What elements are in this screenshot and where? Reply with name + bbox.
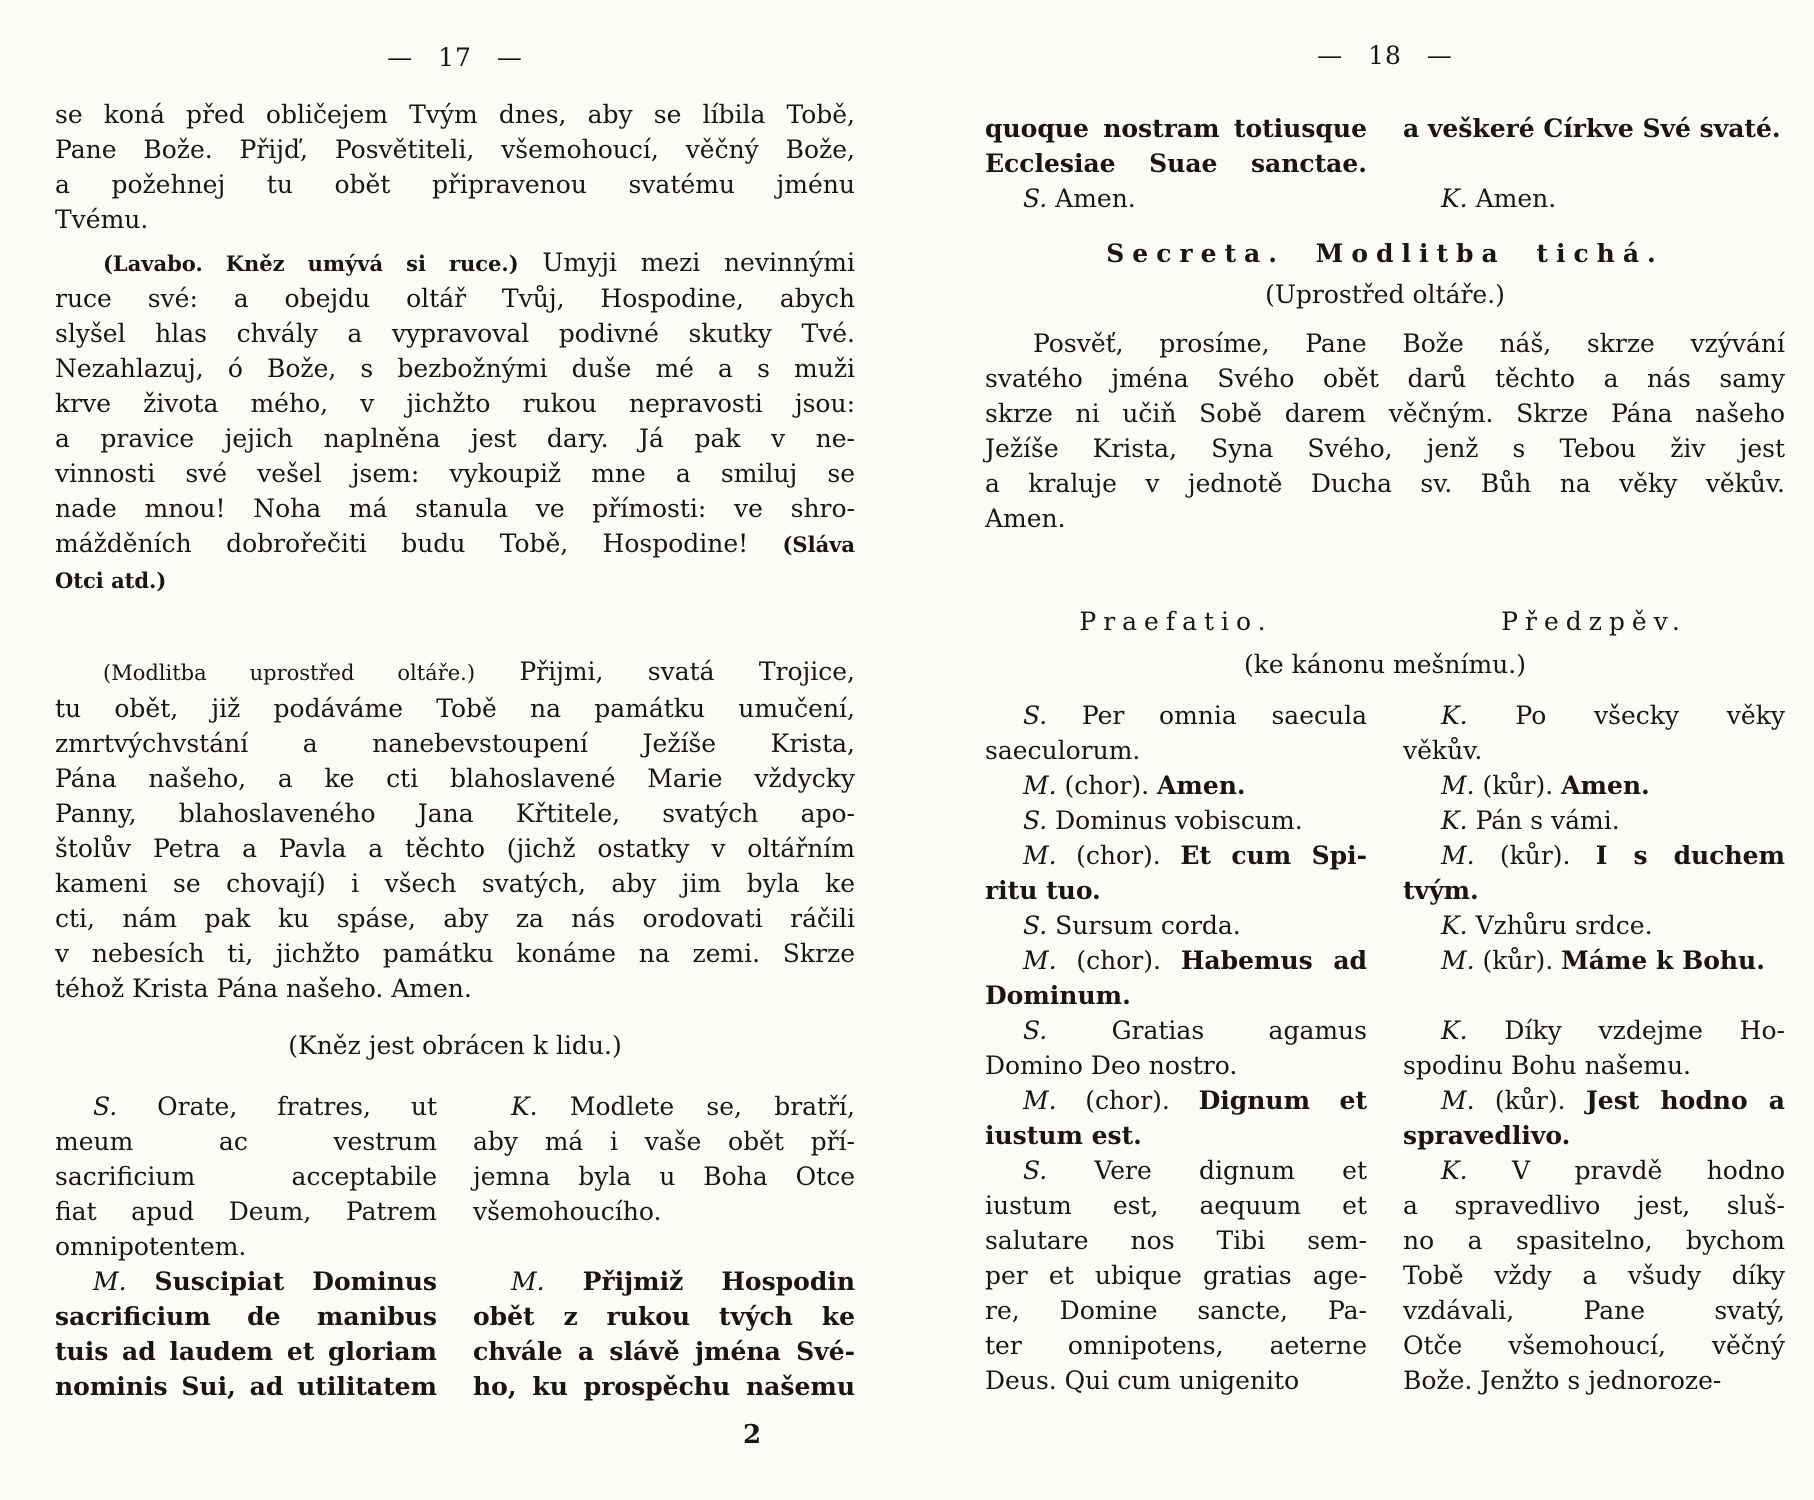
text-segment: Deus. Qui cum unigenito	[985, 1366, 1300, 1395]
text-segment: omnipotentem.	[55, 1232, 247, 1261]
text-segment: I s duchem	[1595, 841, 1785, 870]
text-line	[473, 1369, 855, 1404]
text-segment: Vzhůru srdce.	[1467, 911, 1653, 940]
text-line	[1403, 1363, 1785, 1398]
text-line	[55, 761, 855, 796]
text-segment: iustum est, aequum et	[985, 1191, 1367, 1220]
text-line	[55, 1229, 437, 1264]
text-line	[985, 1223, 1367, 1258]
text-segment: (Kněz jest obrácen k lidu.)	[288, 1031, 622, 1060]
text-segment: spravedlivo.	[1403, 1121, 1571, 1150]
text-segment: Dominus vobiscum.	[1047, 806, 1303, 835]
text-segment: (chor).	[1056, 1086, 1199, 1115]
text-line	[55, 936, 855, 971]
text-segment: Po všecky věky	[1467, 701, 1785, 730]
text-segment: Orate, fratres, ut	[117, 1092, 437, 1121]
text-line	[985, 396, 1785, 431]
dialog-column-czech	[1403, 698, 1785, 1398]
text-segment: zmrtvýchvstání a nanebevstoupení Ježíše Krista,	[55, 729, 855, 758]
text-segment: Otče všemohoucí, věčný	[1403, 1331, 1785, 1360]
text-line	[55, 654, 855, 691]
text-line	[1403, 1293, 1785, 1328]
text-segment: štolův Petra a Pavla a těchto (jichž ostatky v oltářním	[55, 834, 855, 863]
text-line	[55, 167, 855, 202]
text-segment: K.	[1441, 184, 1468, 213]
text-segment: Amen.	[1467, 184, 1557, 213]
text-segment: Jest hodno a	[1585, 1086, 1785, 1115]
text-segment: fiat apud Deum, Patrem	[55, 1197, 437, 1226]
text-line	[1403, 111, 1785, 146]
text-line	[1403, 1118, 1785, 1153]
paragraph-secreta	[985, 326, 1785, 536]
text-line	[1403, 146, 1785, 181]
text-line	[985, 1048, 1367, 1083]
text-line	[1403, 978, 1785, 1013]
page-number-18: — 18 —	[1317, 41, 1453, 70]
text-line	[1403, 1083, 1785, 1118]
signature-mark: 2	[743, 1420, 762, 1450]
text-segment: M.	[1023, 1086, 1057, 1115]
uprostred-oltare-heading: (Uprostřed oltáře.)	[1265, 280, 1505, 309]
text-segment: sacrificium acceptabile	[55, 1162, 437, 1191]
text-segment: (kůr).	[1474, 771, 1562, 800]
text-segment: salutare nos Tibi sem-	[985, 1226, 1367, 1255]
text-segment: S.	[1023, 701, 1048, 730]
text-line	[55, 1334, 437, 1369]
text-segment: Pán s vámi.	[1467, 806, 1620, 835]
text-segment: per et ubique gratias age-	[985, 1261, 1367, 1290]
paragraph-lavabo	[55, 245, 855, 598]
text-line	[55, 691, 855, 726]
text-line	[55, 562, 855, 598]
text-line	[473, 1229, 855, 1264]
text-segment: ritu tuo.	[985, 876, 1101, 905]
text-line	[55, 202, 855, 237]
text-line	[473, 1264, 855, 1299]
text-segment: ter omnipotens, aeterne	[985, 1331, 1367, 1360]
text-segment: Nezahlazuj, ó Bože, s bezbožnými duše mé a s muži	[55, 354, 855, 383]
predzpev-heading: Předzpěv.	[1501, 607, 1687, 636]
text-line	[1403, 943, 1785, 978]
text-segment: Ecclesiae Suae sanctae.	[985, 149, 1367, 178]
praefatio-predzpev-row	[985, 604, 1785, 639]
text-line	[473, 1194, 855, 1229]
text-segment: M.	[1441, 841, 1475, 870]
text-segment: Pane Bože. Přijď, Posvětiteli, všemohoucí, věčný Bože,	[55, 135, 855, 164]
text-segment: spodinu Bohu našemu.	[1403, 1051, 1691, 1080]
text-line	[985, 181, 1367, 216]
text-line	[985, 431, 1785, 466]
text-segment: jemna byla u Boha Otce	[473, 1162, 855, 1191]
text-segment: Gratias agamus	[1047, 1016, 1367, 1045]
text-segment: S.	[1023, 184, 1048, 213]
text-line	[985, 698, 1367, 733]
secreta-heading: Secreta. Modlitba tichá.	[1106, 239, 1664, 268]
text-segment: Dominum.	[985, 981, 1131, 1010]
text-line	[55, 491, 855, 526]
text-line	[985, 943, 1367, 978]
text-segment: aby má i vaše obět pří-	[473, 1127, 855, 1156]
text-line	[985, 803, 1367, 838]
text-segment: iustum est.	[985, 1121, 1142, 1150]
text-line	[1403, 733, 1785, 768]
text-line	[985, 1083, 1367, 1118]
text-segment: K.	[511, 1092, 538, 1121]
text-line	[985, 978, 1367, 1013]
text-line	[473, 1124, 855, 1159]
text-segment: nade mnou! Noha má stanula ve přímosti: ve shro-	[55, 494, 855, 523]
text-segment: S.	[93, 1092, 118, 1121]
text-line	[55, 831, 855, 866]
text-segment: Habemus ad	[1180, 946, 1368, 975]
text-segment: téhož Krista Pána našeho. Amen.	[55, 974, 472, 1003]
text-line	[985, 146, 1367, 181]
text-segment: Ježíše Krista, Syna Svého, jenž s Tebou živ jest	[985, 434, 1785, 463]
text-segment: M.	[1023, 841, 1057, 870]
text-line	[1403, 908, 1785, 943]
text-segment: (Sláva	[782, 532, 855, 557]
text-line	[985, 361, 1785, 396]
text-segment: M.	[1441, 1086, 1475, 1115]
text-line	[55, 1369, 437, 1404]
text-segment: krve života mého, v jichžto rukou nepravosti jsou:	[55, 389, 855, 418]
text-line	[1403, 1258, 1785, 1293]
text-line	[1403, 1223, 1785, 1258]
text-line	[985, 908, 1367, 943]
text-line	[985, 838, 1367, 873]
dialog-column-czech	[473, 1089, 855, 1404]
text-segment: (chor).	[1056, 771, 1157, 800]
text-line	[473, 1089, 855, 1124]
text-segment: skrze ni učiň Sobě darem věčným. Skrze Pána našeho	[985, 399, 1785, 428]
continued-columns-18	[985, 111, 1785, 216]
text-segment: slyšel hlas chvály a vypravoval podivné skutky Tvé.	[55, 319, 855, 348]
text-segment: tu obět, již podáváme Tobě na památku umučení,	[55, 694, 855, 723]
text-line	[985, 466, 1785, 501]
page-17	[55, 0, 855, 1450]
text-segment: všemohoucího.	[473, 1197, 662, 1226]
text-segment: K.	[1441, 1016, 1468, 1045]
text-segment: mážděních dobrořečiti budu Tobě, Hospodine!	[55, 529, 783, 558]
dialog-columns-18	[985, 698, 1785, 1398]
text-segment: Sursum corda.	[1047, 911, 1241, 940]
text-line	[55, 726, 855, 761]
text-line	[473, 1299, 855, 1334]
text-segment: quoque nostram totiusque	[985, 114, 1367, 143]
text-segment: M.	[93, 1267, 127, 1296]
text-line	[985, 1258, 1367, 1293]
text-line	[55, 1159, 437, 1194]
text-segment: re, Domine sancte, Pa-	[985, 1296, 1367, 1325]
text-line	[985, 1328, 1367, 1363]
text-segment: Amen.	[1561, 771, 1650, 800]
text-line	[1403, 1048, 1785, 1083]
text-segment: (chor).	[1056, 946, 1181, 975]
text-line	[55, 1124, 437, 1159]
text-segment: tvým.	[1403, 876, 1479, 905]
text-line	[985, 873, 1367, 908]
text-segment: cti, nám pak ku spáse, aby za nás orodovati ráčili	[55, 904, 855, 933]
text-segment: Suscipiat Dominus	[126, 1267, 437, 1296]
text-line	[1403, 803, 1785, 838]
text-segment: (Lavabo. Kněz umývá si ruce.)	[103, 251, 519, 276]
text-segment: S.	[1023, 1156, 1048, 1185]
page-18	[985, 0, 1785, 1398]
text-line	[1403, 1153, 1785, 1188]
text-segment: vinnosti své vešel jsem: vykoupiž mne a smiluj se	[55, 459, 855, 488]
text-segment: S.	[1023, 806, 1048, 835]
text-segment: S.	[1023, 1016, 1048, 1045]
text-segment: (kůr).	[1474, 946, 1562, 975]
text-segment: a kraluje v jednotě Ducha sv. Bůh na věky věkův.	[985, 469, 1785, 498]
text-segment: M.	[1023, 771, 1057, 800]
text-segment: Amen.	[985, 504, 1066, 533]
text-segment: saeculorum.	[985, 736, 1141, 765]
text-segment: Domino Deo nostro.	[985, 1051, 1238, 1080]
text-segment: Díky vzdejme Ho-	[1467, 1016, 1785, 1045]
text-segment: Otci atd.)	[55, 568, 167, 593]
text-line	[55, 132, 855, 167]
text-segment: M.	[1441, 946, 1475, 975]
paragraph-modlitba-uprostred-oltare	[55, 654, 855, 1006]
text-line	[55, 796, 855, 831]
text-line	[1403, 1188, 1785, 1223]
text-segment: meum ac vestrum	[55, 1127, 437, 1156]
text-line	[985, 501, 1785, 536]
text-segment: Panny, blahoslaveného Jana Křtitele, svatých apo-	[55, 799, 855, 828]
text-segment: a spravedlivo jest, sluš-	[1403, 1191, 1785, 1220]
text-segment: sacrificium de manibus	[55, 1302, 437, 1331]
dialog-column-latin	[985, 698, 1367, 1398]
text-segment: Umyji mezi nevinnými	[518, 248, 855, 277]
text-line	[1403, 1328, 1785, 1363]
text-line	[985, 1188, 1367, 1223]
text-segment: Amen.	[1157, 771, 1246, 800]
text-segment: (Modlitba uprostřed oltáře.)	[103, 661, 476, 685]
text-segment: Amen.	[1047, 184, 1136, 213]
text-segment: S.	[1023, 911, 1048, 940]
text-line	[985, 768, 1367, 803]
text-segment: Vere dignum et	[1047, 1156, 1367, 1185]
text-segment: Et cum Spi-	[1180, 841, 1367, 870]
text-segment: se koná před obličejem Tvým dnes, aby se líbila Tobě,	[55, 100, 855, 129]
text-line	[1403, 768, 1785, 803]
text-segment: Bože. Jenžto s jednoroze-	[1403, 1366, 1722, 1395]
text-segment: Tobě vždy a všudy díky	[1403, 1261, 1785, 1290]
text-line	[55, 316, 855, 351]
text-line	[55, 386, 855, 421]
text-line	[985, 733, 1367, 768]
text-line	[55, 1194, 437, 1229]
text-line	[985, 1118, 1367, 1153]
text-line	[55, 901, 855, 936]
text-segment: věkův.	[1403, 736, 1483, 765]
text-segment: M.	[1023, 946, 1057, 975]
text-segment: (kůr).	[1474, 841, 1596, 870]
text-segment: Posvěť, prosíme, Pane Bože náš, skrze vzývání	[1033, 329, 1785, 358]
text-line	[1403, 698, 1785, 733]
text-line	[55, 1264, 437, 1299]
text-segment: ruce své: a obejdu oltář Tvůj, Hospodine, abych	[55, 284, 855, 313]
text-segment: Máme k Bohu.	[1561, 946, 1765, 975]
text-segment: K.	[1441, 1156, 1468, 1185]
text-segment: Per omnia saecula	[1047, 701, 1367, 730]
text-segment: nominis Sui, ad utilitatem	[55, 1372, 437, 1401]
text-segment: K.	[1441, 911, 1468, 940]
dialog-columns-17	[55, 1089, 855, 1404]
text-segment: K.	[1441, 701, 1468, 730]
continued-column-latin	[985, 111, 1367, 216]
text-line	[55, 281, 855, 316]
text-segment: a veškeré Církve Své svaté.	[1403, 114, 1781, 143]
text-segment: tuis ad laudem et gloriam	[55, 1337, 437, 1366]
text-segment: K.	[1441, 806, 1468, 835]
text-segment: Dignum et	[1198, 1086, 1368, 1115]
text-line	[473, 1159, 855, 1194]
page-number-17: — 17 —	[387, 43, 523, 72]
text-line	[55, 971, 855, 1006]
text-line	[55, 456, 855, 491]
text-segment: ho, ku prospěchu našemu	[473, 1372, 855, 1401]
text-segment: kameni se chovají) i všech svatých, aby jim byla ke	[55, 869, 855, 898]
text-segment: Pána našeho, a ke cti blahoslavené Marie vždycky	[55, 764, 855, 793]
text-segment: (chor).	[1056, 841, 1181, 870]
text-line	[985, 1013, 1367, 1048]
text-segment: V pravdě hodno	[1467, 1156, 1785, 1185]
text-segment: chvále a slávě jména Své-	[473, 1337, 855, 1366]
praefatio-heading: Praefatio.	[1079, 607, 1273, 636]
text-line	[55, 866, 855, 901]
text-segment: Tvému.	[55, 205, 149, 234]
text-line	[473, 1334, 855, 1369]
dialog-column-latin	[55, 1089, 437, 1404]
text-line	[985, 1363, 1367, 1398]
text-line	[1403, 873, 1785, 908]
rubric-knez-obracen-k-lidu	[55, 1028, 855, 1063]
text-segment: no a spasitelno, bychom	[1403, 1226, 1785, 1255]
text-segment: (kůr).	[1474, 1086, 1586, 1115]
ke-kanonu-heading: (ke kánonu mešnímu.)	[1244, 650, 1526, 679]
text-line	[985, 1293, 1367, 1328]
text-line	[55, 1089, 437, 1124]
text-line	[55, 97, 855, 132]
text-line	[1403, 838, 1785, 873]
text-segment: a požehnej tu obět připravenou svatému jménu	[55, 170, 855, 199]
text-line	[55, 526, 855, 562]
text-line	[985, 111, 1367, 146]
continued-column-czech	[1403, 111, 1785, 216]
text-segment: Modlete se, bratří,	[537, 1092, 855, 1121]
text-segment: M.	[511, 1267, 545, 1296]
text-line	[1403, 1013, 1785, 1048]
paragraph-continuation	[55, 97, 855, 237]
text-segment: v nebesích ti, jichžto památku konáme na zemi. Skrze	[55, 939, 855, 968]
text-segment: a pravice jejich naplněna jest dary. Já pak v ne-	[55, 424, 855, 453]
text-line	[55, 421, 855, 456]
text-segment: M.	[1441, 771, 1475, 800]
text-line	[1403, 181, 1785, 216]
text-segment: Přijmi, svatá Trojice,	[475, 657, 855, 686]
text-line	[55, 245, 855, 281]
text-segment: obět z rukou tvých ke	[473, 1302, 855, 1331]
text-segment: Přijmiž Hospodin	[544, 1267, 855, 1296]
text-segment: svatého jména Svého obět darů těchto a nás samy	[985, 364, 1785, 393]
text-segment: vzdávali, Pane svatý,	[1403, 1296, 1785, 1325]
text-line	[985, 326, 1785, 361]
text-line	[985, 1153, 1367, 1188]
text-line	[55, 1028, 855, 1063]
text-line	[55, 351, 855, 386]
text-line	[55, 1299, 437, 1334]
